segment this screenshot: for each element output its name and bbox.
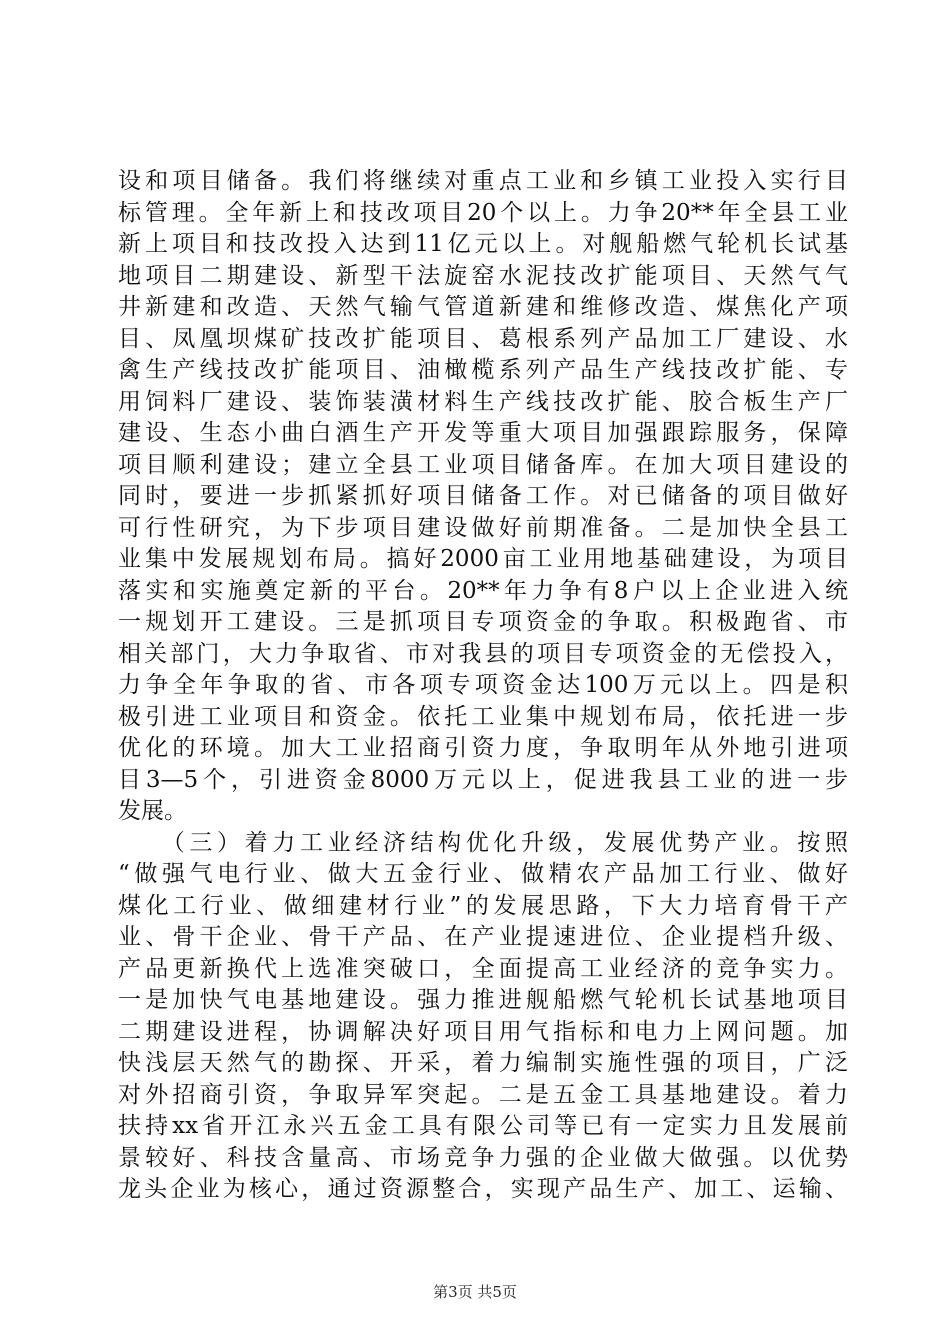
text-line: 二期建设进程，协调解决好项目用气指标和电力上网问题。加 <box>118 1018 848 1045</box>
text-line: 可行性研究，为下步项目建设做好前期准备。二是加快全县工 <box>118 514 848 541</box>
text-line: 对外招商引资，争取异军突起。二是五金工具基地建设。着力 <box>118 1081 848 1108</box>
text-line: 产品更新换代上选准突破口，全面提高工业经济的竞争实力。 <box>118 955 848 982</box>
text-line: 目、凤凰坝煤矿技改扩能项目、葛根系列产品加工厂建设、水 <box>118 325 848 352</box>
text-line: 龙头企业为核心，通过资源整合，实现产品生产、加工、运输、 <box>118 1176 848 1202</box>
text-line: 煤化工行业、做细建材行业”的发展思路，下大力培育骨干产 <box>118 892 848 919</box>
text-line: 标管理。全年新上和技改项目20个以上。力争20**年全县工业 <box>118 199 848 226</box>
text-line: 一规划开工建设。三是抓项目专项资金的争取。积极跑省、市 <box>118 609 848 635</box>
body-text <box>118 166 848 1206</box>
text-line: 井新建和改造、天然气输气管道新建和维修改造、煤焦化产项 <box>118 294 848 320</box>
text-line: 极引进工业项目和资金。依托工业集中规划布局，依托进一步 <box>118 703 848 730</box>
text-line: 建设、生态小曲白酒生产开发等重大项目加强跟踪服务，保障 <box>118 420 848 446</box>
paragraph-start-line: （三）着力工业经济结构优化升级，发展优势产业。按照 <box>118 829 848 856</box>
text-line: 业集中发展规划布局。搞好2000亩工业用地基础建设，为项目 <box>118 546 848 572</box>
text-line: 落实和实施奠定新的平台。20**年力争有8户以上企业进入统 <box>118 577 848 604</box>
text-line: 一是加快气电基地建设。强力推进舰船燃气轮机长试基地项目 <box>118 987 848 1013</box>
text-line: 同时，要进一步抓紧抓好项目储备工作。对已储备的项目做好 <box>118 483 848 509</box>
text-line: 业、骨干企业、骨干产品、在产业提速进位、企业提档升级、 <box>118 924 848 950</box>
text-line: 地项目二期建设、新型干法旋窑水泥技改扩能项目、天然气气 <box>118 262 848 289</box>
text-line: 优化的环境。加大工业招商引资力度，争取明年从外地引进项 <box>118 735 848 761</box>
page-footer: 第3页 共5页 <box>433 1283 517 1301</box>
text-line: 景较好、科技含量高、市场竞争力强的企业做大做强。以优势 <box>118 1144 848 1171</box>
text-line: 快浅层天然气的勘探、开采，着力编制实施性强的项目，广泛 <box>118 1050 848 1076</box>
text-line: 发展。 <box>118 798 187 824</box>
text-line: 项目顺利建设；建立全县工业项目储备库。在加大项目建设的 <box>118 451 848 478</box>
text-line: 相关部门，大力争取省、市对我县的项目专项资金的无偿投入， <box>118 640 848 667</box>
text-line: 新上项目和技改投入达到11亿元以上。对舰船燃气轮机长试基 <box>118 231 848 257</box>
text-line: 力争全年争取的省、市各项专项资金达100万元以上。四是积 <box>118 672 848 698</box>
text-line: 设和项目储备。我们将继续对重点工业和乡镇工业投入实行目 <box>118 168 848 194</box>
text-line: 目3—5个，引进资金8000万元以上，促进我县工业的进一步 <box>118 766 848 793</box>
text-line: 扶持xx省开江永兴五金工具有限公司等已有一定实力且发展前 <box>118 1113 848 1139</box>
text-line: 禽生产线技改扩能项目、油橄榄系列产品生产线技改扩能、专 <box>118 357 848 383</box>
text-line: 用饲料厂建设、装饰装潢材料生产线技改扩能、胶合板生产厂 <box>118 388 848 415</box>
text-line: “做强气电行业、做大五金行业、做精农产品加工行业、做好 <box>118 861 848 887</box>
